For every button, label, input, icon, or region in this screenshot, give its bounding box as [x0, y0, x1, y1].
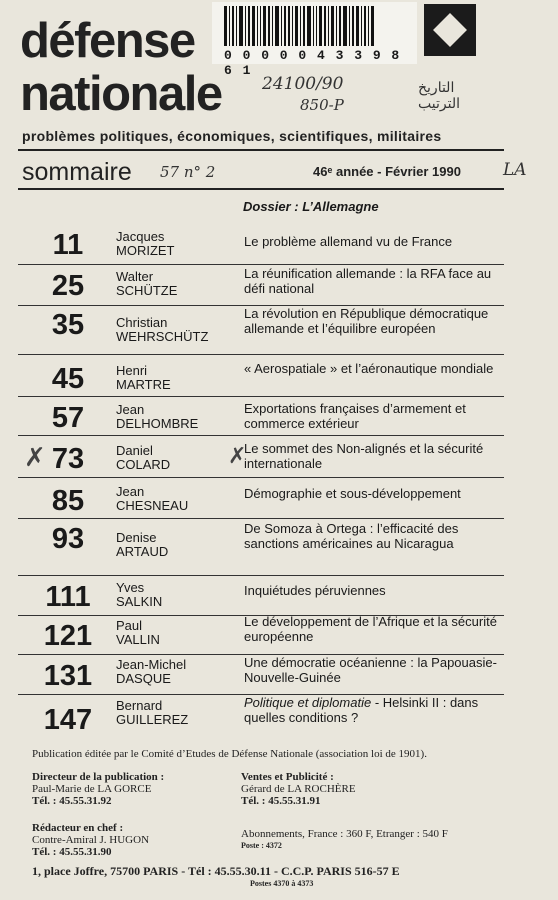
- author: Jacques MORIZET: [116, 229, 175, 258]
- director-phone: Tél. : 45.55.31.92: [32, 795, 112, 807]
- author: Walter SCHÜTZE: [116, 269, 178, 298]
- toc-entry: [18, 355, 504, 397]
- subscription-prices: Abonnements, France : 360 F, Etranger : 540 F: [241, 828, 448, 840]
- author: Henri MARTRE: [116, 363, 171, 392]
- toc-entry: [18, 695, 504, 737]
- page-number: 45: [51, 363, 85, 395]
- page-number: 73: [51, 443, 85, 475]
- article-title: Politique et diplomatie - Helsinki II : dans quelles conditions ?: [244, 695, 479, 725]
- page-number: 25: [51, 270, 85, 302]
- handwritten-la: LA: [503, 160, 527, 180]
- toc-entry: [18, 397, 504, 436]
- toc-entry: [18, 576, 504, 616]
- page-number: 131: [43, 660, 93, 692]
- article-title: De Somoza à Ortega : l’efficacité des sanctions américaines au Nicaragua: [244, 521, 459, 551]
- toc-entry: [18, 616, 504, 655]
- subscriptions-block: [241, 828, 448, 852]
- library-logo-icon: [424, 4, 476, 56]
- barcode-bars: [224, 6, 404, 46]
- sales-phone: Tél. : 45.55.31.91: [241, 795, 321, 807]
- toc-entry: [18, 224, 504, 265]
- publication-note: Publication éditée par le Comité d’Etudes de Défense Nationale (association loi de 1901).: [32, 748, 427, 760]
- handwritten-cross-mark: ✗: [24, 443, 46, 473]
- sales-label: Ventes et Publicité :: [241, 771, 334, 783]
- toc-entry: [18, 655, 504, 695]
- author: Daniel COLARD: [116, 443, 171, 472]
- toc-entry: [18, 436, 504, 478]
- page-number: 57: [51, 402, 85, 434]
- masthead-line-1: défense: [20, 14, 195, 68]
- barcode-number: 0 0 0 0 0 4 3 3 9 8 6 1: [224, 48, 401, 78]
- article-title: Une démocratie océanienne : la Papouasie-Nouvelle-Guinée: [244, 655, 497, 685]
- sales-block: [241, 771, 356, 807]
- header-rule-top: [18, 149, 504, 151]
- page-number: 93: [51, 523, 85, 555]
- author: Jean CHESNEAU: [116, 484, 189, 513]
- page-number: 147: [43, 704, 93, 736]
- author: Bernard GUILLEREZ: [116, 698, 189, 727]
- address-line: 1, place Joffre, 75700 PARIS - Tél : 45.55.30.11 - C.C.P. PARIS 516-57 E: [32, 864, 400, 878]
- dossier-heading: Dossier : L’Allemagne: [243, 199, 379, 214]
- toc-entry: [18, 478, 504, 519]
- director-label: Directeur de la publication :: [32, 771, 165, 783]
- director-block: [32, 771, 164, 807]
- handwritten-code-1: 24100/90: [262, 74, 344, 94]
- article-title: Exportations françaises d’armement et commerce extérieur: [244, 401, 466, 431]
- director-name: Paul-Marie de LA GORCE: [32, 783, 152, 795]
- article-title: La réunification allemande : la RFA face au défi national: [244, 266, 492, 296]
- article-title: Démographie et sous-développement: [244, 486, 461, 501]
- handwritten-code-2: 850-P: [300, 96, 344, 114]
- sommaire-heading: sommaire: [22, 158, 132, 186]
- arabic-stamp-text: التاريخ الترتيب: [418, 80, 460, 112]
- handwritten-cross-mark: ✗: [228, 444, 247, 469]
- journal-subtitle: problèmes politiques, économiques, scientifiques, militaires: [22, 128, 442, 144]
- author: Yves SALKIN: [116, 580, 163, 609]
- handwritten-note: 57 n° 2: [160, 163, 216, 181]
- editor-name: Contre-Amiral J. HUGON: [32, 834, 150, 846]
- editor-phone: Tél. : 45.55.31.90: [32, 846, 112, 858]
- page-number: 121: [43, 620, 93, 652]
- journal-masthead: [20, 14, 222, 121]
- article-title: Inquiétudes péruviennes: [244, 583, 386, 598]
- toc-entry: [18, 265, 504, 306]
- author: Paul VALLIN: [116, 618, 160, 647]
- author: Jean-Michel DASQUE: [116, 657, 187, 686]
- article-title: Le développement de l’Afrique et la sécurité européenne: [244, 614, 497, 644]
- masthead-line-2: nationale: [20, 67, 222, 121]
- address-extensions: Postes 4370 à 4373: [250, 879, 314, 888]
- barcode-label: [212, 2, 417, 78]
- subscription-extension: Poste : 4372: [241, 841, 282, 850]
- author: Christian WEHRSCHÜTZ: [116, 315, 209, 344]
- article-title: La révolution en République démocratique allemande et l’équilibre européen: [244, 306, 489, 336]
- editor-label: Rédacteur en chef :: [32, 822, 124, 834]
- toc-entry: [18, 519, 504, 576]
- article-title: Le sommet des Non-alignés et la sécurité internationale: [244, 441, 484, 471]
- author: Denise ARTAUD: [116, 530, 169, 559]
- page-number: 111: [45, 581, 91, 613]
- page-number: 11: [52, 229, 84, 261]
- author: Jean DELHOMBRE: [116, 402, 199, 431]
- sales-name: Gérard de LA ROCHÈRE: [241, 783, 356, 795]
- toc-entry: [18, 306, 504, 355]
- issue-date: 46ᵉ année - Février 1990: [313, 164, 461, 179]
- page-number: 85: [51, 485, 85, 517]
- header-rule-bottom: [18, 188, 504, 190]
- editor-block: [32, 822, 149, 858]
- article-title: Le problème allemand vu de France: [244, 234, 453, 249]
- article-title: « Aerospatiale » et l’aéronautique mondiale: [244, 361, 494, 376]
- page-number: 35: [51, 309, 85, 341]
